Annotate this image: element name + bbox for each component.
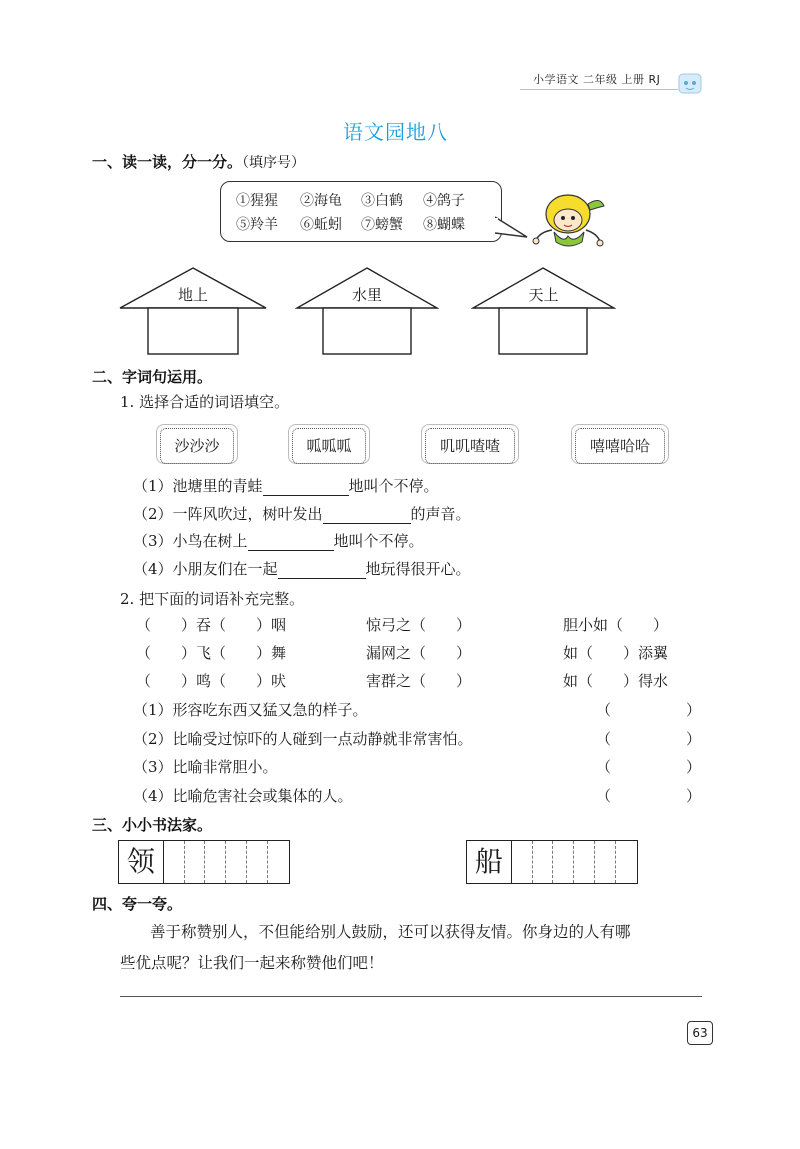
word-option-box: [421, 424, 519, 464]
animal-item: ④鸽子: [423, 193, 465, 209]
praise-prompt-line: 些优点呢？让我们一起来称赞他们吧！: [120, 954, 384, 972]
writing-grid: [118, 840, 290, 884]
house-sky: [471, 266, 616, 356]
answer-blank[interactable]: [248, 534, 334, 551]
q1-instruction: 1. 选择合适的词语填空。: [120, 393, 290, 411]
sentence-before: （2）一阵风吹过，树叶发出: [133, 505, 323, 523]
sentence-after: 地玩得很开心。: [365, 560, 471, 578]
idiom-item[interactable]: 如（ ）得水: [563, 672, 669, 690]
idiom-clue: （4）比喻危害社会或集体的人。: [133, 787, 353, 805]
header-divider: [520, 89, 678, 90]
section1-heading: [92, 151, 305, 172]
lemon-mascot-icon: [530, 190, 606, 252]
practice-cell[interactable]: [164, 841, 185, 883]
fill-sentence: [133, 504, 471, 524]
sentence-after: 的声音。: [410, 505, 471, 523]
animal-item: ⑧蝴蝶: [423, 217, 465, 233]
practice-cell[interactable]: [533, 841, 554, 883]
animal-item: ⑥蚯蚓: [300, 217, 342, 233]
word-option: 沙沙沙: [160, 428, 234, 464]
running-header: 小学语文 二年级 上册 RJ: [533, 73, 661, 86]
page-number: 63: [687, 1021, 713, 1045]
fill-sentence: [133, 476, 439, 496]
writing-grid: [466, 840, 638, 884]
idiom-clue: （1）形容吃东西又猛又急的样子。: [133, 701, 368, 719]
model-character: 船: [467, 841, 512, 883]
section1-note: （填序号）: [242, 155, 306, 171]
section2-heading: 二、字词句运用。: [92, 368, 213, 386]
idiom-item[interactable]: 漏网之（ ）: [366, 644, 472, 662]
practice-cell[interactable]: [268, 841, 289, 883]
idiom-item[interactable]: 惊弓之（ ）: [366, 616, 472, 634]
idiom-item[interactable]: （ ）飞（ ）舞: [136, 644, 287, 662]
idiom-item[interactable]: （ ）鸣（ ）吠: [136, 672, 287, 690]
sentence-before: （3）小鸟在树上: [133, 532, 248, 550]
house-ground: [118, 266, 268, 356]
answer-paren[interactable]: （ ）: [596, 787, 702, 805]
idiom-item[interactable]: 害群之（ ）: [366, 672, 472, 690]
word-option-box: [156, 424, 238, 464]
header-mascot-icon: [678, 72, 702, 94]
word-option-box: [288, 424, 370, 464]
word-option: 呱呱呱: [292, 428, 366, 464]
animal-item: ⑦螃蟹: [361, 217, 403, 233]
practice-cell[interactable]: [574, 841, 595, 883]
idiom-clue: （2）比喻受过惊吓的人碰到一点动静就非常害怕。: [133, 730, 473, 748]
sentence-before: （4）小朋友们在一起: [133, 560, 278, 578]
animal-item: ①猩猩: [236, 193, 278, 209]
practice-cell[interactable]: [616, 841, 637, 883]
practice-cell[interactable]: [553, 841, 574, 883]
idiom-item[interactable]: （ ）吞（ ）咽: [136, 616, 287, 634]
page-title: 语文园地八: [343, 120, 448, 144]
section1-heading-text: 一、读一读，分一分。: [92, 153, 243, 171]
house-label-ground: 地上: [177, 286, 208, 304]
model-character: 领: [119, 841, 164, 883]
writing-line[interactable]: [120, 996, 702, 997]
answer-paren[interactable]: （ ）: [596, 701, 702, 719]
answer-paren[interactable]: （ ）: [596, 730, 702, 748]
section4-heading: 四、夸一夸。: [92, 895, 183, 913]
sentence-after: 地叫个不停。: [348, 477, 439, 495]
practice-cell[interactable]: [205, 841, 226, 883]
house-label-sky: 天上: [528, 286, 559, 304]
sentence-before: （1）池塘里的青蛙: [133, 477, 263, 495]
q2-instruction: 2. 把下面的词语补充完整。: [120, 590, 305, 608]
speech-bubble-tail: [495, 215, 531, 241]
praise-prompt-line: 善于称赞别人，不但能给别人鼓励，还可以获得友情。你身边的人有哪: [150, 923, 631, 941]
sentence-after: 地叫个不停。: [333, 532, 424, 550]
practice-cell[interactable]: [226, 841, 247, 883]
word-option: 嘻嘻哈哈: [575, 428, 665, 464]
word-option-box: [571, 424, 669, 464]
answer-blank[interactable]: [278, 562, 366, 579]
answer-blank[interactable]: [263, 479, 349, 496]
house-water: [295, 266, 439, 356]
practice-cell[interactable]: [512, 841, 533, 883]
idiom-clue: （3）比喻非常胆小。: [133, 758, 278, 776]
animal-item: ②海龟: [300, 193, 342, 209]
answer-blank[interactable]: [323, 507, 411, 524]
house-label-water: 水里: [351, 286, 382, 304]
practice-cell[interactable]: [185, 841, 206, 883]
animal-item: ③白鹤: [361, 193, 403, 209]
fill-sentence: [133, 559, 471, 579]
practice-cell[interactable]: [247, 841, 268, 883]
section3-heading: 三、小小书法家。: [92, 816, 213, 834]
answer-paren[interactable]: （ ）: [596, 758, 702, 776]
animal-item: ⑤羚羊: [236, 217, 278, 233]
idiom-item[interactable]: 胆小如（ ）: [563, 616, 669, 634]
practice-cell[interactable]: [595, 841, 616, 883]
idiom-item[interactable]: 如（ ）添翼: [563, 644, 669, 662]
word-option: 叽叽喳喳: [425, 428, 515, 464]
fill-sentence: [133, 531, 424, 551]
